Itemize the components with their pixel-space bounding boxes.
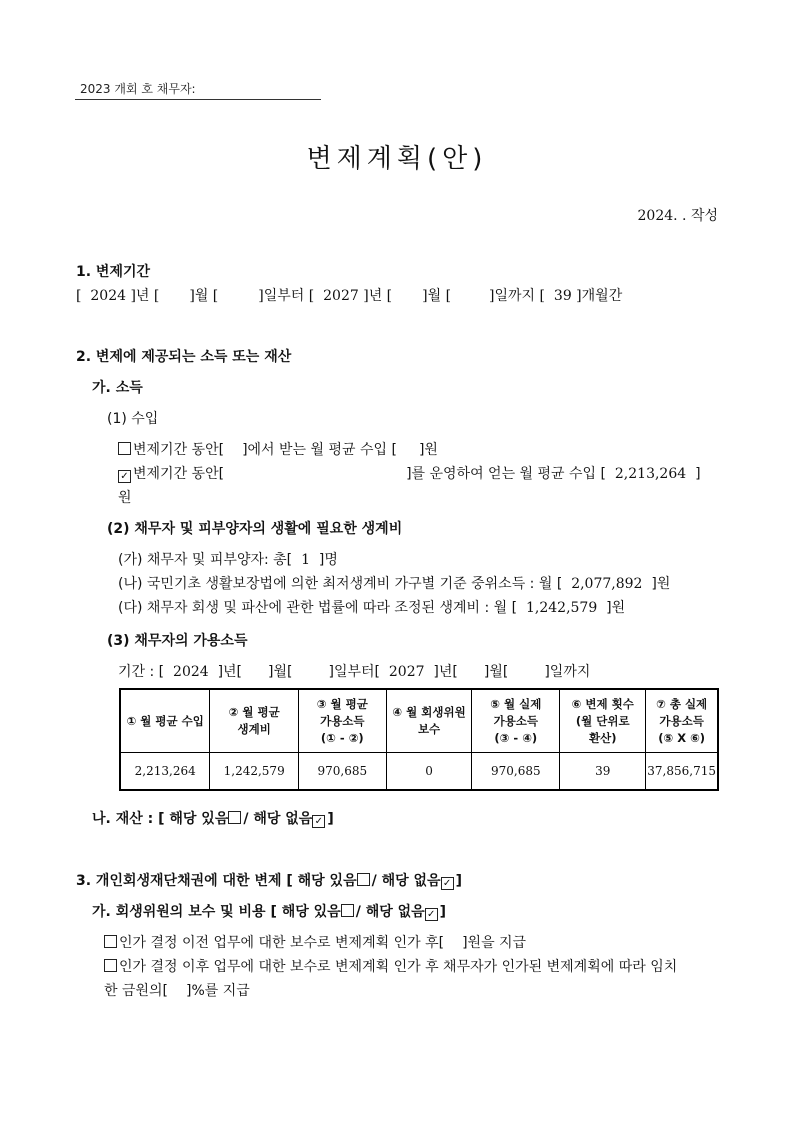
estate-claims-yes-checkbox[interactable] — [357, 873, 370, 886]
employment-checkbox[interactable] — [118, 442, 131, 455]
header-cell: ⑦ 총 실제 가용소득 (⑤ X ⑥) — [646, 689, 718, 753]
available-income-table — [119, 688, 719, 791]
table-header-row — [120, 689, 718, 753]
repayment-period-line: [ 2024 ]년 [ ]월 [ ]일부터 [ 2027 ]년 [ ]월 [ ]일까지 [ 39 ]개월간 — [76, 288, 623, 304]
header-cell: ③ 월 평균 가용소득 (① - ②) — [298, 689, 386, 753]
estate-claims-no-checkbox[interactable]: ✓ — [441, 877, 454, 890]
table-cell: 0 — [386, 753, 472, 791]
header-cell: ⑤ 월 실제 가용소득 (③ - ④) — [472, 689, 560, 753]
median-income-line: (나) 국민기초 생활보장법에 의한 최저생계비 가구별 기준 중위소득 : 월 [ 2,077,892 ]원 — [118, 576, 671, 592]
months-count: 39 — [553, 288, 572, 304]
table-cell: 1,242,579 — [210, 753, 298, 791]
available-start-year: 2024 — [173, 664, 209, 680]
adjusted-living-cost-line: (다) 채무자 회생 및 파산에 관한 법률에 따라 조정된 생계비 : 월 [ 1,242,579 ]원 — [118, 600, 626, 616]
fee-after-checkbox[interactable] — [104, 959, 117, 972]
dependents-line: (가) 채무자 및 피부양자: 총[ 1 ]명 — [118, 552, 338, 568]
section1-heading: 1. 변제기간 — [76, 264, 151, 280]
living-cost-heading: (2) 채무자 및 피부양자의 생활에 필요한 생계비 — [107, 521, 403, 537]
median-income-value: 2,077,892 — [571, 576, 643, 592]
document-title: 변제계획(안) — [306, 144, 488, 174]
section2-heading: 2. 변제에 제공되는 소득 또는 재산 — [76, 349, 292, 365]
end-year: 2027 — [323, 288, 359, 304]
header-cell: ④ 월 회생위원 보수 — [386, 689, 472, 753]
available-end-year: 2027 — [388, 664, 425, 680]
income-option-business: ✓ 변제기간 동안[ ]를 운영하여 얻는 월 평균 수입 [ 2,213,264 ] — [118, 463, 701, 483]
table-cell: 37,856,715 — [646, 753, 718, 791]
property-no-checkbox[interactable]: ✓ — [312, 815, 325, 828]
available-period-line: 기간 : [ 2024 ]년[ ]월[ ]일부터[ 2027 ]년[ ]월[ ]일까지 — [118, 664, 591, 680]
adjusted-living-cost-value: 1,242,579 — [526, 600, 598, 616]
table-cell: 2,213,264 — [120, 753, 210, 791]
table-cell: 970,685 — [298, 753, 386, 791]
header-cell: ⑥ 변제 횟수 (월 단위로 환산) — [560, 689, 646, 753]
available-income-heading: (3) 채무자의 가용소득 — [107, 633, 248, 649]
trustee-fee-heading: 가. 회생위원의 보수 및 비용 [ 해당 있음 / 해당 없음 ✓ ] — [92, 904, 447, 920]
income-unit-wrap: 원 — [118, 490, 132, 506]
header-cell: ① 월 평균 수입 — [120, 689, 210, 753]
income-subheading: 가. 소득 — [92, 380, 143, 396]
start-year: 2024 — [90, 288, 127, 304]
table-row — [120, 753, 718, 791]
income-heading: (1) 수입 — [107, 411, 159, 427]
trustee-fee-after-approval-cont: 한 금원의[ ]%를 지급 — [104, 983, 250, 999]
case-header: 2023 개회 호 채무자: — [80, 82, 196, 96]
header-underline — [75, 99, 321, 100]
trustee-fee-no-checkbox[interactable]: ✓ — [425, 908, 438, 921]
document-date: 2024. . 작성 — [637, 208, 718, 224]
table-cell: 39 — [560, 753, 646, 791]
table-cell: 970,685 — [472, 753, 560, 791]
business-checkbox[interactable]: ✓ — [118, 470, 131, 483]
trustee-fee-yes-checkbox[interactable] — [341, 904, 354, 917]
section3-heading: 3. 개인회생재단채권에 대한 변제 [ 해당 있음 / 해당 없음 ✓ ] — [76, 873, 462, 889]
fee-before-checkbox[interactable] — [104, 935, 117, 948]
header-cell: ② 월 평균 생계비 — [210, 689, 298, 753]
income-option-employment: 변제기간 동안[ ]에서 받는 월 평균 수입 [ ]원 — [118, 439, 438, 459]
monthly-income-value: 2,213,264 — [614, 466, 687, 482]
trustee-fee-after-approval: 인가 결정 이후 업무에 대한 보수로 변제계획 인가 후 채무자가 인가된 변제계획에 따라 임치 — [104, 956, 677, 976]
dependents-count: 1 — [301, 552, 310, 568]
property-line: 나. 재산 : [ 해당 있음 / 해당 없음 ✓ ] — [92, 811, 334, 827]
trustee-fee-before-approval: 인가 결정 이전 업무에 대한 보수로 변제계획 인가 후[ ]원을 지급 — [104, 932, 526, 952]
property-yes-checkbox[interactable] — [228, 811, 241, 824]
